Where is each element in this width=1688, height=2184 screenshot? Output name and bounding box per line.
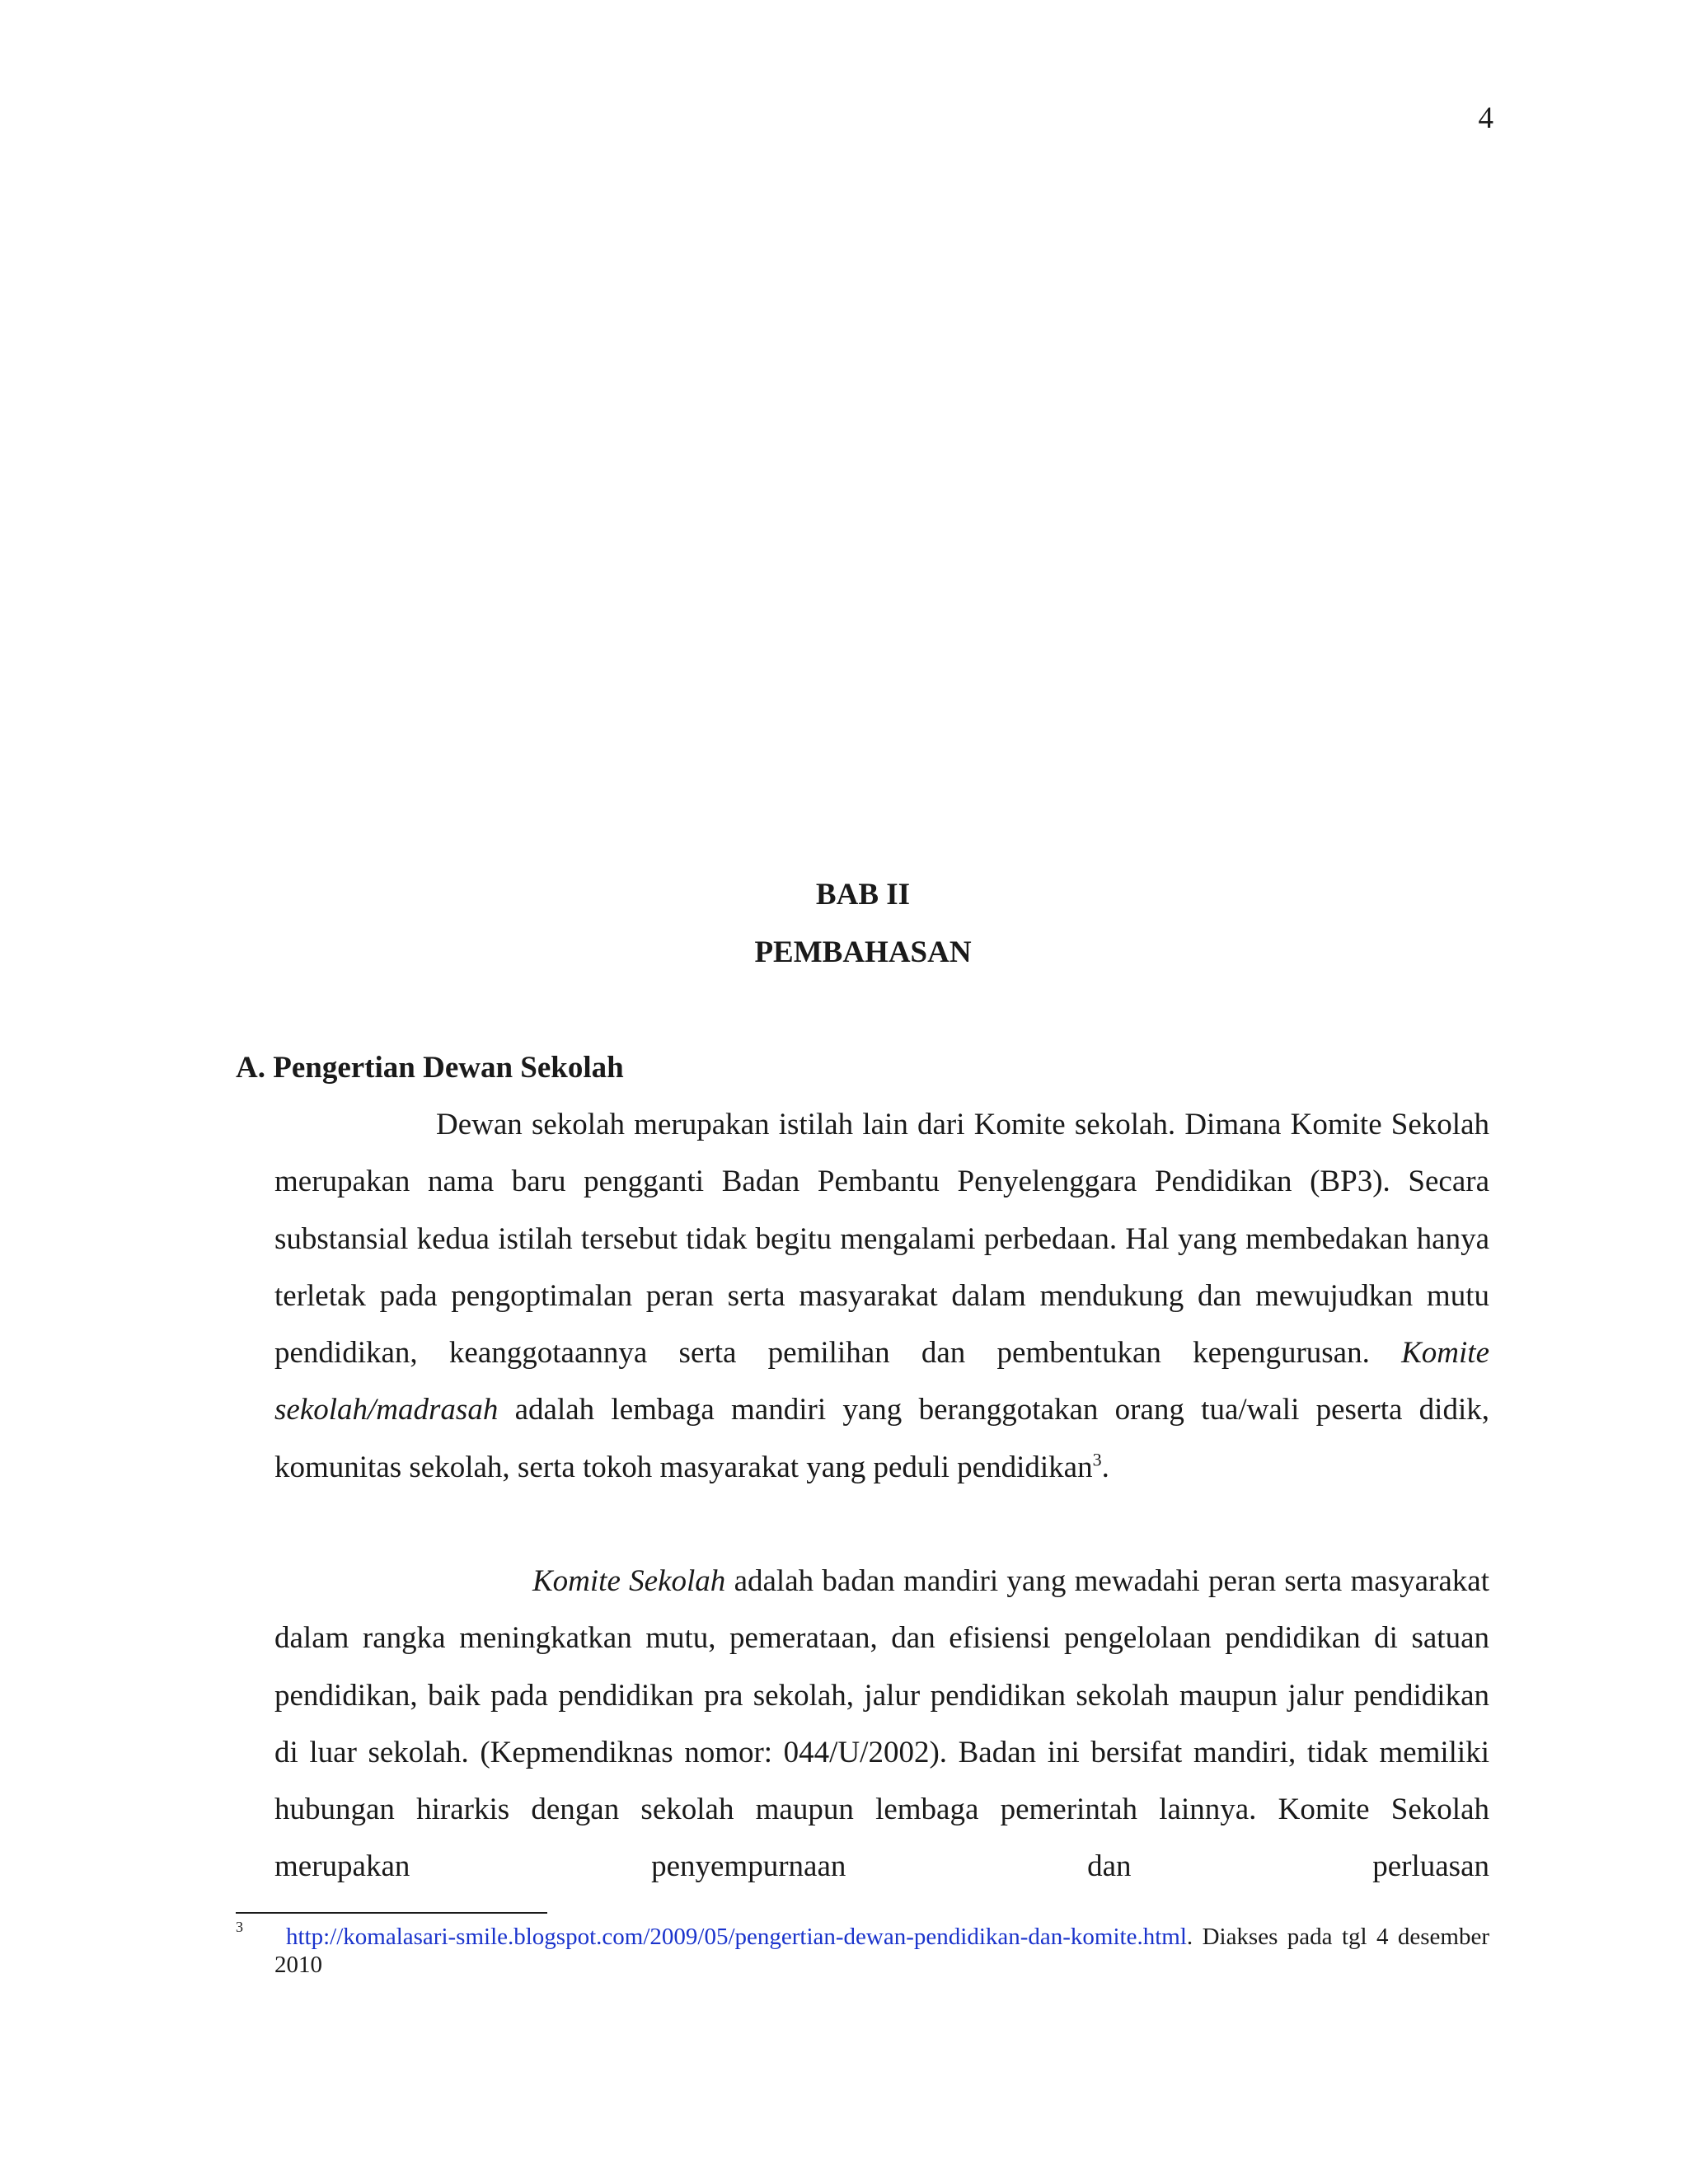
paragraph-1-text-c: .: [1101, 1450, 1109, 1484]
footnote-separator: [236, 1912, 547, 1914]
paragraph-2: [274, 1553, 1489, 1896]
footnote-text: . Diakses pada tgl 4 desember 2010: [274, 1924, 1489, 1978]
footnote-link[interactable]: http://komalasari-smile.blogspot.com/2009/05/pengertian-dewan-pendidikan-dan-komite.html: [286, 1924, 1187, 1950]
paragraph-2-text: adalah badan mandiri yang mewadahi peran serta masyarakat dalam rangka meningkatkan mutu, pemerataan, dan efisiensi pengelolaan pendidikan di satuan pendidikan, baik pada pendidikan pra sekolah, jalur pendidikan sekolah maupun jalur pendidikan di luar sekolah. (Kepmendiknas nomor: 044/U/2002). Badan ini bersifat mandiri, tidak memiliki hubungan hirarkis dengan sekolah maupun lembaga pemerintah lainnya. Komite Sekolah merupakan penyempurnaan dan perluasan: [274, 1564, 1489, 1884]
section-heading: A. Pengertian Dewan Sekolah: [236, 1051, 624, 1085]
page-number: 4: [1478, 101, 1493, 135]
footnote-marker: 3: [236, 1919, 243, 1935]
chapter-number: BAB II: [815, 878, 911, 912]
paragraph-2-italic-term: Komite Sekolah: [532, 1564, 726, 1598]
footnote: [274, 1923, 1489, 1979]
footnote-reference[interactable]: 3: [1092, 1449, 1102, 1470]
paragraph-1: [274, 1096, 1489, 1496]
paragraph-1-italic-term: Komite sekolah/madrasah: [274, 1336, 1489, 1427]
paragraph-1-text-b: adalah lembaga mandiri yang beranggotakan orang tua/wali peserta didik, komunitas sekolah, serta tokoh masyarakat yang peduli pendidikan: [274, 1393, 1489, 1484]
chapter-title: PEMBAHASAN: [754, 935, 972, 969]
paragraph-1-text-a: Dewan sekolah merupakan istilah lain dari Komite sekolah. Dimana Komite Sekolah merupakan nama baru pengganti Badan Pembantu Penyelenggara Pendidikan (BP3). Secara substansial kedua istilah tersebut tidak begitu mengalami perbedaan. Hal yang membedakan hanya terletak pada pengoptimalan peran serta masyarakat dalam mendukung dan mewujudkan mutu pendidikan, keanggotaannya serta pemilihan dan pembentukan kepengurusan.: [274, 1108, 1489, 1371]
